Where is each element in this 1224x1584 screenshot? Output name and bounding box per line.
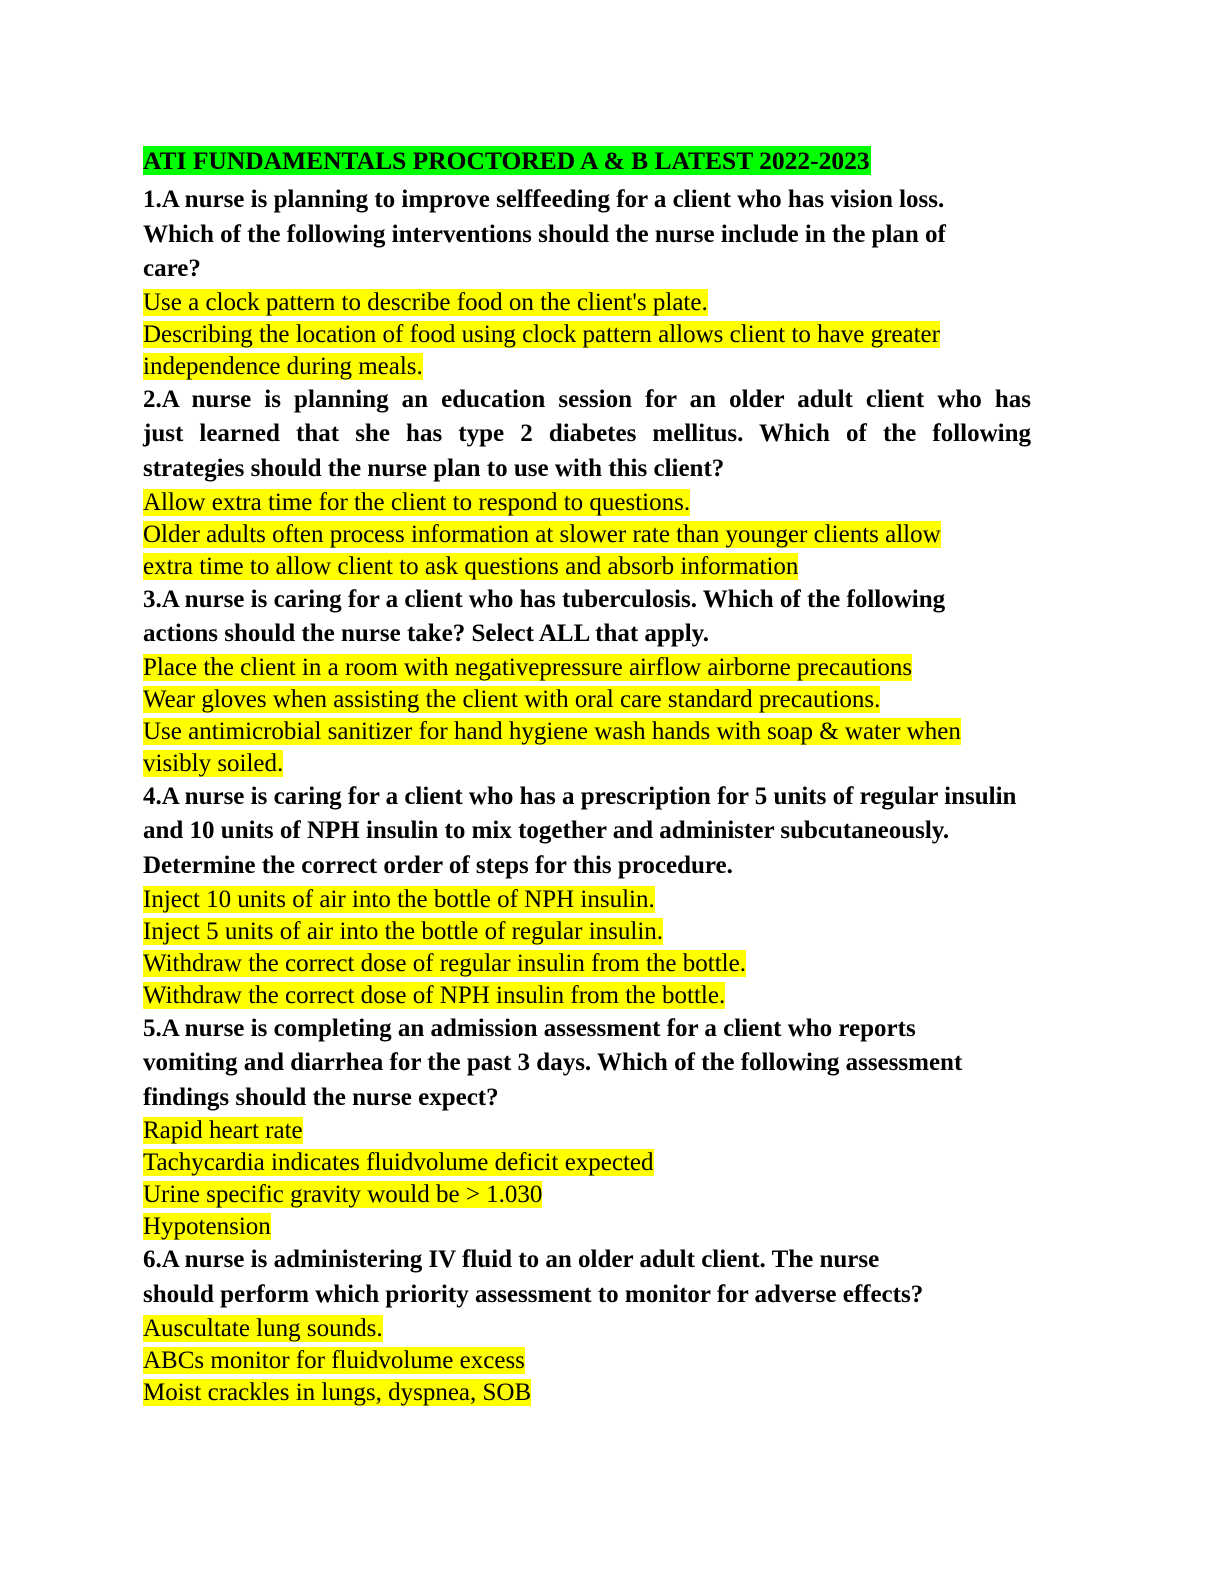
answer-6-1-text: Auscultate lung sounds. xyxy=(143,1314,383,1342)
question-2-line-1: 2.A nurse is planning an education session for an older adult client who has xyxy=(143,385,1031,413)
question-1-line-2: Which of the following interventions should the nurse include in the plan of xyxy=(143,220,946,248)
question-5-line-2: vomiting and diarrhea for the past 3 days. Which of the following assessment xyxy=(143,1049,963,1077)
question-2-line-3: strategies should the nurse plan to use with this client? xyxy=(143,454,725,482)
answer-2-3-text: extra time to allow client to ask questions and absorb information xyxy=(143,552,799,580)
answer-3-1-text: Place the client in a room with negativepressure airflow airborne precautions xyxy=(143,653,913,681)
document-title xyxy=(143,143,1083,179)
answer-1-2 xyxy=(143,319,1083,351)
answer-6-2-text: ABCs monitor for fluidvolume excess xyxy=(143,1346,525,1374)
question-1-line-1: 1.A nurse is planning to improve selffeeding for a client who has vision loss. xyxy=(143,186,945,213)
question-2-line-2: just learned that she has type 2 diabetes mellitus. Which of the following xyxy=(143,420,1031,448)
answer-block-5 xyxy=(143,1115,1083,1243)
question-6 xyxy=(143,1243,1083,1312)
answer-3-3-text: Use antimicrobial sanitizer for hand hygiene wash hands with soap & water when xyxy=(143,717,961,745)
answer-4-4 xyxy=(143,980,1083,1012)
answer-1-3 xyxy=(143,351,1083,383)
answer-2-2 xyxy=(143,519,1083,551)
answer-block-2 xyxy=(143,487,1083,583)
answer-2-2-text: Older adults often process information at slower rate than younger clients allow xyxy=(143,520,941,548)
answer-5-2-text: Tachycardia indicates fluidvolume deficit expected xyxy=(143,1149,654,1177)
answer-1-1 xyxy=(143,287,1083,319)
answer-5-3-text: Urine specific gravity would be > 1.030 xyxy=(143,1181,543,1209)
answer-4-2 xyxy=(143,916,1083,948)
answer-4-4-text: Withdraw the correct dose of NPH insulin from the bottle. xyxy=(143,981,726,1009)
answer-4-2-text: Inject 5 units of air into the bottle of regular insulin. xyxy=(143,917,664,945)
answer-1-2-text: Describing the location of food using clock pattern allows client to have greater xyxy=(143,320,940,348)
document-content xyxy=(143,143,1083,1409)
answer-4-1 xyxy=(143,884,1083,916)
answer-block-6 xyxy=(143,1313,1083,1409)
answer-block-1 xyxy=(143,287,1083,383)
answer-5-1 xyxy=(143,1115,1083,1147)
answer-6-3 xyxy=(143,1377,1083,1409)
answer-5-3 xyxy=(143,1179,1083,1211)
answer-1-3-text: independence during meals. xyxy=(143,352,423,380)
question-4 xyxy=(143,780,1083,884)
answer-2-1 xyxy=(143,487,1083,519)
answer-5-4 xyxy=(143,1211,1083,1243)
answer-1-1-text: Use a clock pattern to describe food on the client's plate. xyxy=(143,288,708,316)
answer-3-3 xyxy=(143,716,1083,748)
answer-4-3-text: Withdraw the correct dose of regular insulin from the bottle. xyxy=(143,949,746,977)
answer-3-1 xyxy=(143,652,1083,684)
answer-6-2 xyxy=(143,1345,1083,1377)
question-3-line-1: 3.A nurse is caring for a client who has tuberculosis. Which of the following xyxy=(143,585,946,613)
answer-6-3-text: Moist crackles in lungs, dyspnea, SOB xyxy=(143,1378,532,1406)
answer-2-1-text: Allow extra time for the client to respond to questions. xyxy=(143,488,691,516)
answer-5-1-text: Rapid heart rate xyxy=(143,1117,303,1145)
question-5-line-1: 5.A nurse is completing an admission assessment for a client who reports xyxy=(143,1014,916,1042)
answer-6-1 xyxy=(143,1313,1083,1345)
answer-3-4-text: visibly soiled. xyxy=(143,749,284,777)
document-title-text: ATI FUNDAMENTALS PROCTORED A & B LATEST 2022-2023 xyxy=(143,146,870,175)
question-6-line-1: 6.A nurse is administering IV fluid to an older adult client. The nurse xyxy=(143,1246,880,1274)
question-3-line-2: actions should the nurse take? Select ALL that apply. xyxy=(143,620,710,648)
question-5-line-3: findings should the nurse expect? xyxy=(143,1083,499,1111)
question-4-line-1: 4.A nurse is caring for a client who has a prescription for 5 units of regular insulin xyxy=(143,782,1017,810)
question-3 xyxy=(143,583,1083,652)
answer-5-4-text: Hypotension xyxy=(143,1213,271,1241)
question-2 xyxy=(143,383,1083,487)
answer-5-2 xyxy=(143,1147,1083,1179)
answer-3-4 xyxy=(143,748,1083,780)
question-5 xyxy=(143,1012,1083,1116)
question-6-line-2: should perform which priority assessment to monitor for adverse effects? xyxy=(143,1280,924,1308)
answer-3-2-text: Wear gloves when assisting the client with oral care standard precautions. xyxy=(143,685,881,713)
answer-3-2 xyxy=(143,684,1083,716)
question-4-line-3: Determine the correct order of steps for this procedure. xyxy=(143,851,733,879)
answer-4-3 xyxy=(143,948,1083,980)
question-4-line-2: and 10 units of NPH insulin to mix together and administer subcutaneously. xyxy=(143,817,950,845)
question-1 xyxy=(143,183,1083,287)
answer-block-4 xyxy=(143,884,1083,1012)
answer-block-3 xyxy=(143,652,1083,780)
answer-4-1-text: Inject 10 units of air into the bottle of NPH insulin. xyxy=(143,885,655,913)
answer-2-3 xyxy=(143,551,1083,583)
question-1-line-3: care? xyxy=(143,255,201,283)
